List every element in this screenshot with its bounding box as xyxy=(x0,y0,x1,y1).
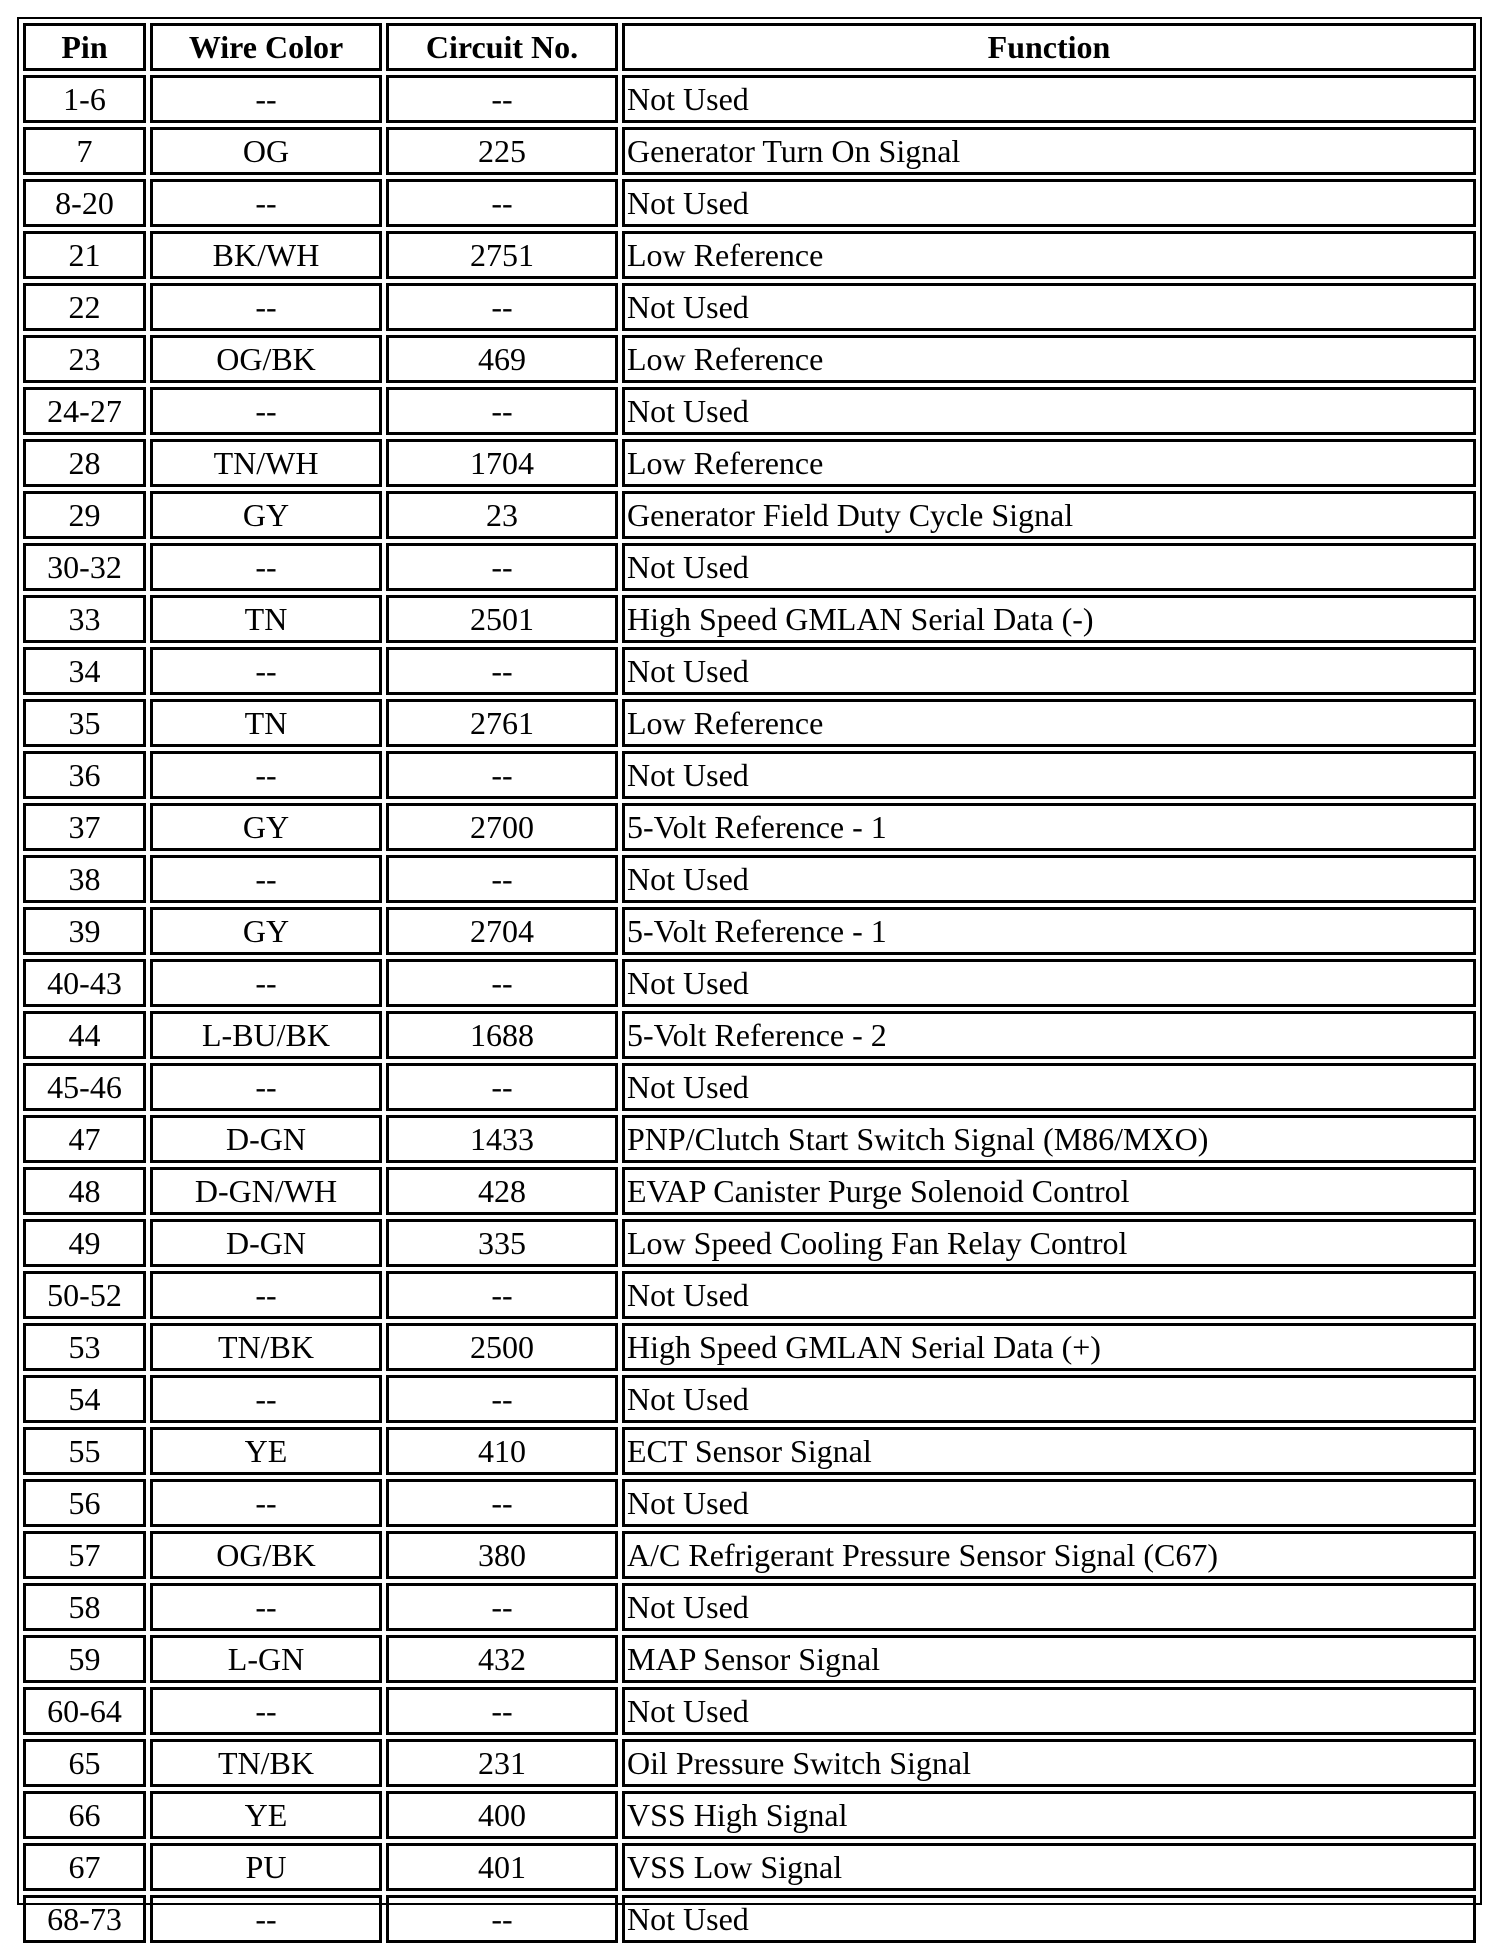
cell-circuit-number: -- xyxy=(386,387,618,435)
cell-circuit-number: -- xyxy=(386,1271,618,1319)
cell-wire-color: -- xyxy=(150,1479,382,1527)
table-row xyxy=(23,1583,1476,1631)
cell-pin: 8-20 xyxy=(23,179,146,227)
table-row xyxy=(23,231,1476,279)
table-row xyxy=(23,1635,1476,1683)
cell-function: Not Used xyxy=(622,1375,1476,1423)
cell-wire-color: YE xyxy=(150,1791,382,1839)
table-row xyxy=(23,751,1476,799)
cell-pin: 56 xyxy=(23,1479,146,1527)
table-row xyxy=(23,1791,1476,1839)
cell-function: ECT Sensor Signal xyxy=(622,1427,1476,1475)
cell-circuit-number: 225 xyxy=(386,127,618,175)
cell-pin: 24-27 xyxy=(23,387,146,435)
cell-wire-color: TN xyxy=(150,595,382,643)
table-row xyxy=(23,543,1476,591)
table-row xyxy=(23,335,1476,383)
cell-wire-color: -- xyxy=(150,1687,382,1735)
cell-circuit-number: -- xyxy=(386,1479,618,1527)
cell-pin: 30-32 xyxy=(23,543,146,591)
cell-function: Not Used xyxy=(622,751,1476,799)
cell-wire-color: -- xyxy=(150,855,382,903)
cell-function: High Speed GMLAN Serial Data (+) xyxy=(622,1323,1476,1371)
cell-pin: 21 xyxy=(23,231,146,279)
cell-wire-color: -- xyxy=(150,647,382,695)
cell-function: Not Used xyxy=(622,1895,1476,1943)
cell-circuit-number: 380 xyxy=(386,1531,618,1579)
table-row xyxy=(23,1739,1476,1787)
table-row xyxy=(23,1479,1476,1527)
cell-circuit-number: -- xyxy=(386,647,618,695)
table-row xyxy=(23,959,1476,1007)
table-row xyxy=(23,75,1476,123)
cell-wire-color: L-BU/BK xyxy=(150,1011,382,1059)
cell-pin: 36 xyxy=(23,751,146,799)
cell-circuit-number: 231 xyxy=(386,1739,618,1787)
cell-pin: 50-52 xyxy=(23,1271,146,1319)
cell-circuit-number: -- xyxy=(386,1583,618,1631)
cell-pin: 66 xyxy=(23,1791,146,1839)
cell-function: Not Used xyxy=(622,855,1476,903)
cell-pin: 33 xyxy=(23,595,146,643)
cell-pin: 58 xyxy=(23,1583,146,1631)
cell-function: 5-Volt Reference - 1 xyxy=(622,803,1476,851)
cell-pin: 29 xyxy=(23,491,146,539)
cell-wire-color: GY xyxy=(150,803,382,851)
cell-circuit-number: -- xyxy=(386,75,618,123)
table-row xyxy=(23,1531,1476,1579)
cell-wire-color: -- xyxy=(150,1063,382,1111)
cell-function: Not Used xyxy=(622,1063,1476,1111)
cell-pin: 28 xyxy=(23,439,146,487)
cell-wire-color: -- xyxy=(150,543,382,591)
cell-wire-color: -- xyxy=(150,1271,382,1319)
table-row xyxy=(23,1271,1476,1319)
cell-pin: 44 xyxy=(23,1011,146,1059)
cell-function: Low Reference xyxy=(622,335,1476,383)
cell-pin: 65 xyxy=(23,1739,146,1787)
cell-wire-color: L-GN xyxy=(150,1635,382,1683)
cell-circuit-number: -- xyxy=(386,283,618,331)
cell-circuit-number: -- xyxy=(386,1895,618,1943)
cell-function: Generator Field Duty Cycle Signal xyxy=(622,491,1476,539)
cell-function: Not Used xyxy=(622,75,1476,123)
table-row xyxy=(23,1011,1476,1059)
cell-pin: 48 xyxy=(23,1167,146,1215)
cell-wire-color: -- xyxy=(150,283,382,331)
cell-pin: 59 xyxy=(23,1635,146,1683)
cell-wire-color: -- xyxy=(150,959,382,1007)
table-row xyxy=(23,1843,1476,1891)
cell-wire-color: TN/BK xyxy=(150,1323,382,1371)
cell-pin: 40-43 xyxy=(23,959,146,1007)
cell-circuit-number: 1688 xyxy=(386,1011,618,1059)
cell-wire-color: TN/WH xyxy=(150,439,382,487)
cell-function: A/C Refrigerant Pressure Sensor Signal (C67) xyxy=(622,1531,1476,1579)
cell-wire-color: TN xyxy=(150,699,382,747)
cell-function: Not Used xyxy=(622,543,1476,591)
cell-pin: 54 xyxy=(23,1375,146,1423)
cell-pin: 55 xyxy=(23,1427,146,1475)
cell-wire-color: -- xyxy=(150,751,382,799)
cell-function: Not Used xyxy=(622,1479,1476,1527)
table-row xyxy=(23,491,1476,539)
cell-circuit-number: 2751 xyxy=(386,231,618,279)
cell-pin: 49 xyxy=(23,1219,146,1267)
cell-circuit-number: -- xyxy=(386,1687,618,1735)
table-row xyxy=(23,595,1476,643)
cell-wire-color: TN/BK xyxy=(150,1739,382,1787)
cell-function: Low Reference xyxy=(622,699,1476,747)
cell-circuit-number: -- xyxy=(386,1063,618,1111)
cell-function: Low Speed Cooling Fan Relay Control xyxy=(622,1219,1476,1267)
cell-function: Not Used xyxy=(622,959,1476,1007)
cell-pin: 1-6 xyxy=(23,75,146,123)
table-row xyxy=(23,1219,1476,1267)
cell-wire-color: D-GN xyxy=(150,1219,382,1267)
table-row xyxy=(23,855,1476,903)
cell-function: Not Used xyxy=(622,647,1476,695)
cell-wire-color: -- xyxy=(150,1895,382,1943)
table-row xyxy=(23,1375,1476,1423)
cell-pin: 45-46 xyxy=(23,1063,146,1111)
cell-wire-color: -- xyxy=(150,1583,382,1631)
cell-circuit-number: -- xyxy=(386,1375,618,1423)
table-row xyxy=(23,179,1476,227)
cell-wire-color: YE xyxy=(150,1427,382,1475)
table-row xyxy=(23,387,1476,435)
cell-circuit-number: 2761 xyxy=(386,699,618,747)
cell-wire-color: BK/WH xyxy=(150,231,382,279)
cell-pin: 47 xyxy=(23,1115,146,1163)
header-wire-color: Wire Color xyxy=(150,23,382,71)
cell-function: Not Used xyxy=(622,283,1476,331)
cell-pin: 68-73 xyxy=(23,1895,146,1943)
cell-wire-color: D-GN xyxy=(150,1115,382,1163)
cell-wire-color: -- xyxy=(150,387,382,435)
cell-pin: 39 xyxy=(23,907,146,955)
cell-circuit-number: 23 xyxy=(386,491,618,539)
table-row xyxy=(23,1427,1476,1475)
cell-wire-color: OG/BK xyxy=(150,1531,382,1579)
cell-function: Oil Pressure Switch Signal xyxy=(622,1739,1476,1787)
table-row xyxy=(23,907,1476,955)
table-row xyxy=(23,803,1476,851)
cell-circuit-number: -- xyxy=(386,959,618,1007)
cell-function: Not Used xyxy=(622,387,1476,435)
table-row xyxy=(23,1115,1476,1163)
table-row xyxy=(23,439,1476,487)
cell-wire-color: GY xyxy=(150,491,382,539)
cell-function: 5-Volt Reference - 2 xyxy=(622,1011,1476,1059)
table-row xyxy=(23,1167,1476,1215)
cell-circuit-number: 2501 xyxy=(386,595,618,643)
cell-function: VSS Low Signal xyxy=(622,1843,1476,1891)
cell-circuit-number: 401 xyxy=(386,1843,618,1891)
cell-function: Generator Turn On Signal xyxy=(622,127,1476,175)
cell-circuit-number: 2500 xyxy=(386,1323,618,1371)
table-row xyxy=(23,647,1476,695)
cell-circuit-number: -- xyxy=(386,751,618,799)
table-row xyxy=(23,127,1476,175)
cell-wire-color: D-GN/WH xyxy=(150,1167,382,1215)
cell-function: EVAP Canister Purge Solenoid Control xyxy=(622,1167,1476,1215)
cell-wire-color: -- xyxy=(150,1375,382,1423)
cell-circuit-number: 1433 xyxy=(386,1115,618,1163)
cell-pin: 7 xyxy=(23,127,146,175)
cell-pin: 53 xyxy=(23,1323,146,1371)
connector-pinout-table-frame xyxy=(17,17,1482,1937)
table-row xyxy=(23,283,1476,331)
cell-pin: 60-64 xyxy=(23,1687,146,1735)
header-pin: Pin xyxy=(23,23,146,71)
cell-circuit-number: 2704 xyxy=(386,907,618,955)
cell-wire-color: OG xyxy=(150,127,382,175)
cell-wire-color: -- xyxy=(150,75,382,123)
cell-function: PNP/Clutch Start Switch Signal (M86/MXO) xyxy=(622,1115,1476,1163)
cell-pin: 34 xyxy=(23,647,146,695)
table-row xyxy=(23,1687,1476,1735)
table-row xyxy=(23,1063,1476,1111)
cell-pin: 35 xyxy=(23,699,146,747)
cell-circuit-number: 400 xyxy=(386,1791,618,1839)
cell-pin: 22 xyxy=(23,283,146,331)
cell-wire-color: -- xyxy=(150,179,382,227)
cell-circuit-number: 335 xyxy=(386,1219,618,1267)
cell-function: 5-Volt Reference - 1 xyxy=(622,907,1476,955)
cell-function: Low Reference xyxy=(622,439,1476,487)
cell-wire-color: OG/BK xyxy=(150,335,382,383)
cell-pin: 38 xyxy=(23,855,146,903)
cell-function: Not Used xyxy=(622,1583,1476,1631)
cell-pin: 67 xyxy=(23,1843,146,1891)
cell-circuit-number: -- xyxy=(386,855,618,903)
header-circuit-number: Circuit No. xyxy=(386,23,618,71)
connector-pinout-table xyxy=(19,19,1480,1947)
cell-function: High Speed GMLAN Serial Data (-) xyxy=(622,595,1476,643)
cell-function: Not Used xyxy=(622,1687,1476,1735)
header-row xyxy=(23,23,1476,71)
cell-circuit-number: 1704 xyxy=(386,439,618,487)
cell-function: Not Used xyxy=(622,1271,1476,1319)
cell-pin: 37 xyxy=(23,803,146,851)
table-row xyxy=(23,699,1476,747)
cell-wire-color: GY xyxy=(150,907,382,955)
cell-pin: 23 xyxy=(23,335,146,383)
cell-circuit-number: -- xyxy=(386,179,618,227)
cell-function: MAP Sensor Signal xyxy=(622,1635,1476,1683)
cell-circuit-number: 469 xyxy=(386,335,618,383)
table-row xyxy=(23,1895,1476,1943)
cell-pin: 57 xyxy=(23,1531,146,1579)
table-row xyxy=(23,1323,1476,1371)
cell-circuit-number: 410 xyxy=(386,1427,618,1475)
header-function: Function xyxy=(622,23,1476,71)
cell-circuit-number: 428 xyxy=(386,1167,618,1215)
cell-function: Low Reference xyxy=(622,231,1476,279)
cell-circuit-number: -- xyxy=(386,543,618,591)
cell-circuit-number: 2700 xyxy=(386,803,618,851)
cell-function: Not Used xyxy=(622,179,1476,227)
cell-wire-color: PU xyxy=(150,1843,382,1891)
table-body xyxy=(23,75,1476,1943)
cell-function: VSS High Signal xyxy=(622,1791,1476,1839)
cell-circuit-number: 432 xyxy=(386,1635,618,1683)
